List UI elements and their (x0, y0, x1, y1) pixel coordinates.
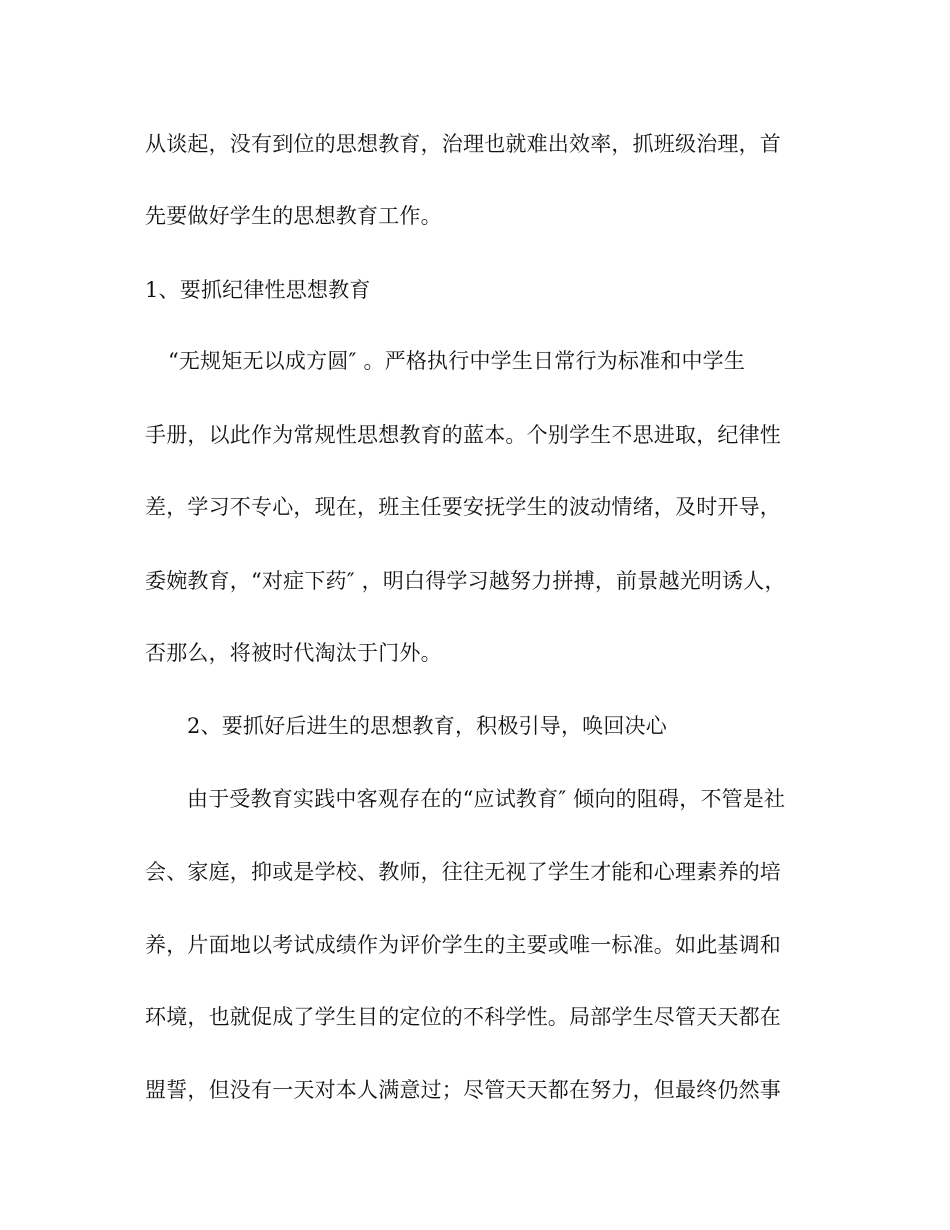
section-heading-2: 2、要抓好后进生的思想教育，积极引导，唤回决心 (187, 714, 667, 738)
body-text-line: 环境，也就促成了学生目的定位的不科学性。局部学生尽管天天都在 (145, 1005, 781, 1029)
body-text-line: 盟誓，但没有一天对本人满意过；尽管天天都在努力，但最终仍然事 (145, 1078, 781, 1102)
body-text-line: 委婉教育，“对症下药″ ，明白得学习越努力拼搏，前景越光明诱人， (145, 569, 786, 593)
body-text-line: 由于受教育实践中客观存在的“应试教育″ 倾向的阻碍，不管是社 (187, 787, 786, 811)
body-text-line: 会、家庭，抑或是学校、教师，往往无视了学生才能和心理素养的培 (145, 860, 781, 884)
body-text-line: “无规矩无以成方圆″ 。严格执行中学生日常行为标准和中学生 (168, 349, 746, 373)
body-text-line: 差，学习不专心，现在，班主任要安抚学生的波动情绪，及时开导， (145, 495, 781, 519)
section-heading-1: 1、要抓纪律性思想教育 (145, 278, 371, 302)
body-text-line: 否那么，将被时代淘汰于门外。 (145, 641, 442, 665)
body-text-line: 先要做好学生的思想教育工作。 (145, 204, 442, 228)
body-text-line: 养，片面地以考试成绩作为评价学生的主要或唯一标准。如此基调和 (145, 933, 781, 957)
body-text-line: 从谈起，没有到位的思想教育，治理也就难出效率，抓班级治理，首 (145, 132, 781, 156)
body-text-line: 手册，以此作为常规性思想教育的蓝本。个别学生不思进取，纪律性 (145, 423, 781, 447)
